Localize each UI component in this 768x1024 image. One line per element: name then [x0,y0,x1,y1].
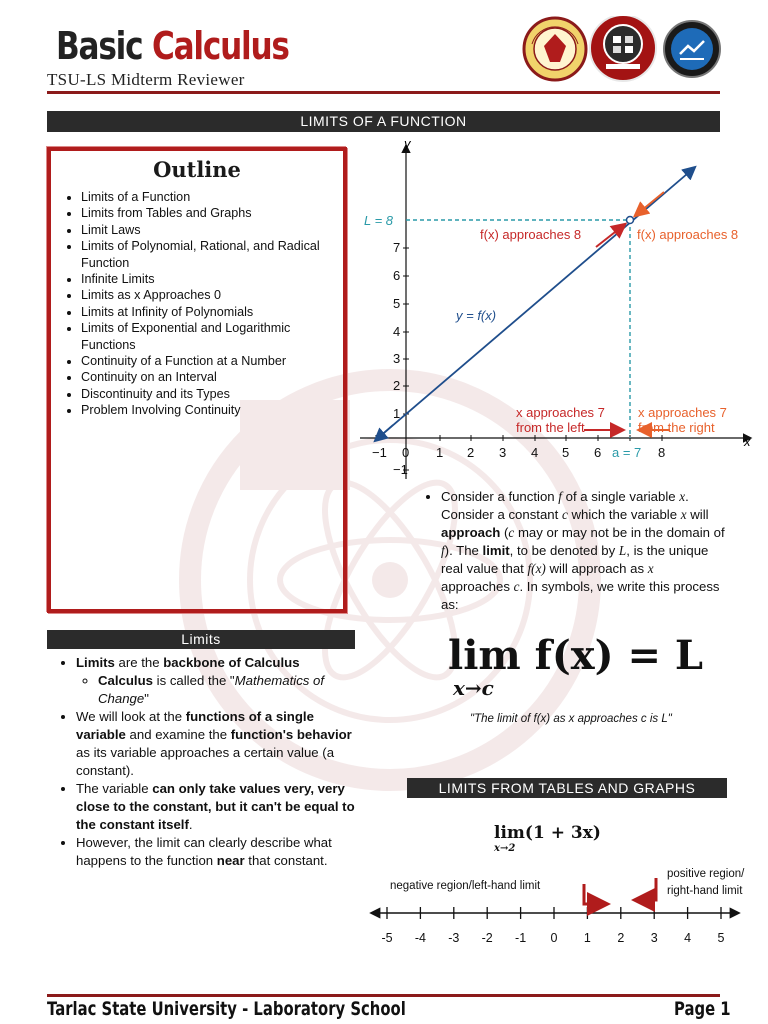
x-tick-label: 4 [531,445,539,460]
title-part-basic: Basic [56,24,143,68]
outline-item: • Continuity on an Interval [81,369,343,385]
y-axis-label: y [404,136,411,151]
left-x-label-line2: from the left [516,420,585,435]
x-tick-label: 8 [658,445,666,460]
right-hand-arrow-icon [640,878,656,900]
number-line-label: -5 [381,931,393,945]
limits-bullet-2: • We will look at the functions of a single variable and examine the function's behavior as its variable approaches a certain value (a constant). [76,708,358,780]
limit-formula [448,632,703,679]
math-sci-club-logo [590,16,656,81]
y-tick-label: 3 [393,351,401,366]
x-axis-label: x [744,434,751,449]
page-title [56,24,289,68]
header-rule [47,91,720,94]
outline-title: Outline [153,157,241,182]
x-tick-label: 6 [594,445,602,460]
x-tick-label: 5 [562,445,570,460]
limits-bullet-4: • However, the limit can clearly describe what happens to the function near that constant. [76,834,358,870]
page-subtitle: TSU-LS Midterm Reviewer [47,70,245,89]
y-tick-label: −1 [393,462,408,477]
right-x-label-line2: from the right [638,420,715,435]
x-tick-label: −1 [372,445,387,460]
footer-school: Tarlac State University - Laboratory School [47,998,406,1020]
right-x-label-line1: x approaches 7 [638,405,727,420]
outline-item: • Infinite Limits [81,271,343,287]
number-line-label: 2 [617,931,625,945]
x-tick-label: 3 [499,445,507,460]
example-limit-subscript: x→2 [494,843,516,854]
open-point [627,217,634,224]
y-ticks [393,240,409,477]
footer-page-number: Page 1 [674,998,731,1020]
right-approach-arrow [636,192,664,215]
header-logos [522,16,722,82]
title-part-calculus: Calculus [151,24,289,68]
x-tick-label: 2 [467,445,475,460]
section-heading-limits: Limits [47,630,355,649]
y-tick-label: 1 [393,406,401,421]
outline-item: • Discontinuity and its Types [81,386,343,402]
number-line-label: -2 [481,931,493,945]
y-tick-label: 7 [393,240,401,255]
function-curve [378,168,694,438]
section-heading-limits-of-function: LIMITS OF A FUNCTION [47,111,720,132]
x-tick-label: 1 [436,445,444,460]
limits-sub-bullet: ◦ Calculus is called the "Mathematics of Change" [98,672,358,708]
number-line-label: 1 [583,931,591,945]
outline-item: • Limits of Exponential and Logarithmic Functions [81,320,343,353]
number-line-label: 0 [550,931,558,945]
footer-rule [47,994,720,997]
limit-formula-text: lim f(x) = L [448,632,704,679]
number-line-label: 3 [650,931,658,945]
right-fx-label: f(x) approaches 8 [637,227,739,242]
outline-box [47,147,347,613]
outline-item: • Limits as x Approaches 0 [81,287,343,303]
number-line-label: -4 [414,931,426,945]
x-tick-label: 0 [402,445,410,460]
limits-body [58,654,358,870]
definition-bullet: • Consider a function f of a single variable x. Consider a constant c which the variable x will approach (c may or may not be in the domain of f). The limit, to be denoted by L, is the unique real value that f(x) will approach as x approaches c. In symbols, we write this process as: [441,488,726,614]
outline-item: • Continuity of a Function at a Number [81,353,343,369]
y-tick-label: 6 [393,268,401,283]
outline-item: • Problem Involving Continuity [81,402,343,418]
left-x-label-line1: x approaches 7 [516,405,605,420]
positive-region-label: positive region/ right-hand limit [667,868,745,897]
limit-graph [360,134,764,480]
left-approach-arrow [596,225,624,247]
outline-item: • Limits of Polynomial, Rational, and Radical Function [81,238,343,271]
math-icon-logo [664,21,720,77]
outline-item: • Limits at Infinity of Polynomials [81,304,343,320]
number-line-label: -3 [448,931,460,945]
tsu-seal-logo [524,18,586,80]
x-ticks [372,435,665,460]
curve-label: y = f(x) [456,308,497,323]
example-limit: lim(1 + 3x) [494,823,601,843]
number-line-label: -1 [515,931,527,945]
L-label: L = 8 [364,213,394,228]
outline-item: • Limits of a Function [81,189,343,205]
definition-text [426,488,726,614]
number-line-label: 5 [717,931,725,945]
y-tick-label: 4 [393,324,401,339]
left-fx-label: f(x) approaches 8 [480,227,582,242]
left-hand-arrow-icon [584,884,602,904]
outline-item: • Limit Laws [81,222,343,238]
negative-region-label: negative region/left-hand limit [390,880,541,892]
section-heading-tables-graphs: LIMITS FROM TABLES AND GRAPHS [407,778,727,798]
number-line-label: 4 [684,931,692,945]
limits-bullet-1: • Limits are the backbone of Calculus ◦ Calculus is called the "Mathematics of Change" [76,654,358,708]
x-tick-label: a = 7 [612,445,642,460]
formula-caption: "The limit of f(x) as x approaches c is L" [470,713,672,725]
y-tick-label: 5 [393,296,401,311]
limit-formula-subscript: x→c [453,676,494,700]
outline-list [59,189,343,419]
limits-bullet-3: • The variable can only take values very, very close to the constant, but it can't be equal to the constant itself. [76,780,358,834]
outline-item: • Limits from Tables and Graphs [81,205,343,221]
number-line [360,866,760,950]
y-tick-label: 2 [393,378,401,393]
